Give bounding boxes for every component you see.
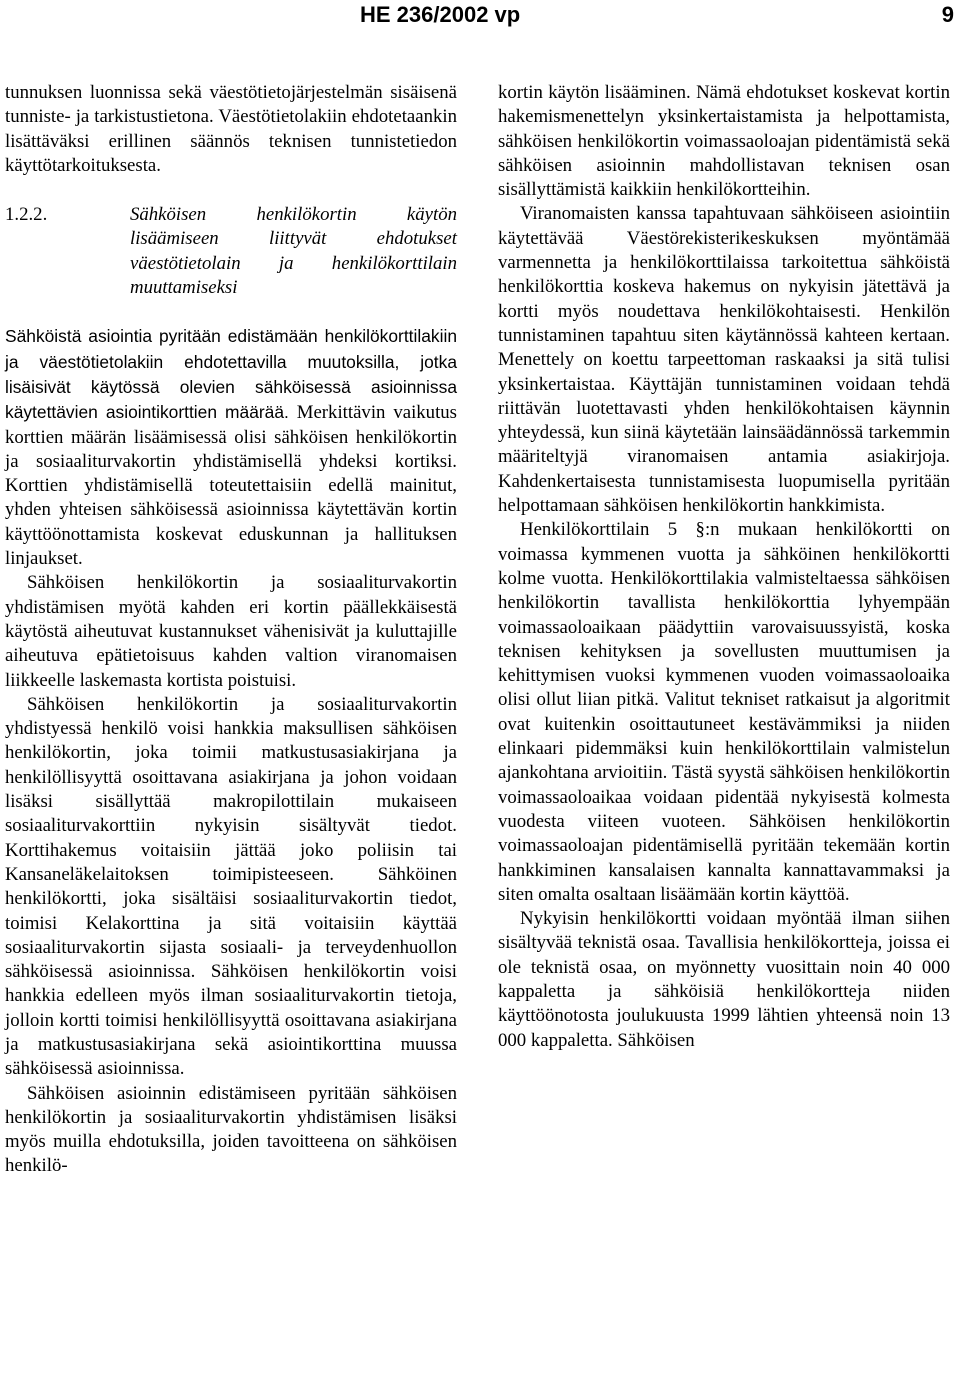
paragraph-5: Viranomaisten kanssa tapahtuvaan sähköiseen asiointiin käytettävää Väestörekisterikeskuksen myöntämää varmennetta ja henkilökorttilaissa tarkoitettua sähköistä henkilökorttia koskeva hakemus on nykyisin jätettävä ja kortti myös noudettava henkilökohtaisesti. Henkilön tunnistaminen tapahtuu siten käytännössä kahteen kertaan. Menettely on koettu tarpeettoman raskaaksi ja sitä tulisi yksinkertaistaa. Käyttäjän tunnistaminen voidaan tehdä riittävän luotettavasti yhden henkilökohtaisen käynnin yhteydessä, kun siinä käytetään lainsäädännössä tarkemmin määriteltyjä viranomaisen antamia asiakirjoja. Kahdenkertaisesta tunnistamisesta luopumisella pyritään helpottamaan sähköisen henkilökortin hankkimista. [498,203,950,517]
paragraph-1 [5,324,457,571]
section-heading [5,203,457,300]
paragraph-7: Nykyisin henkilökortti voidaan myöntää ilman siihen sisältyvää teknistä osaa. Tavallisia henkilökortteja, joissa ei ole teknistä osaa, on myönnetty vuosittain noin 40 000 kappaletta ja sähköisiä henkilökortteja niiden käyttöönotosta joulukuusta 1999 lähtien yhteensä noin 13 000 kappaletta. Sähköisen [498,908,950,1051]
paragraph-1-sans-part: Sähköistä asiointia pyritään edistämään henkilökorttilakiin ja väestötietolakiin ehdotettavilla muutoksilla, jotka lisäisivät käytössä olevien sähköisessä asioinnissa käytettävien asiointikorttien määrää. [5,326,457,423]
section-title: Sähköisen henkilökortin käytön lisäämiseen liittyvät ehdotukset väestötietolain ja henkilökorttilain muuttamiseksi [130,204,457,299]
intro-paragraph: tunnuksen luonnissa sekä väestötietojärjestelmän sisäisenä tunniste- ja tarkistustietona. Väestötietolakiin ehdotetaankin lisättäväksi erillinen säännös teknisen tunnistetiedon käyttötarkoituksesta. [5,82,457,176]
paragraph-2: Sähköisen henkilökortin ja sosiaaliturvakortin yhdistämisen myötä kahden eri kortin päällekkäisestä käytöstä aiheutuvat kustannukset vähenisivät ja kuluttajille aiheutuva epätietoisuus kahden valtion viranomaisen liikkeelle laskemasta kortista poistuisi. [5,572,457,691]
paragraph-continued: kortin käytön lisääminen. Nämä ehdotukset koskevat kortin hakemismenettelyn yksinkertaistamista ja helpottamista, sähköisen henkilökortin voimassaoloajan pidentämistä sekä sähköisen asioinnin mahdollistavan teknisen osan sisällyttämistä kaikkiin henkilökortteihin. [498,82,950,201]
section-number: 1.2.2. [5,204,48,226]
paragraph-1-serif-part: Merkittävin vaikutus korttien määrän lisäämisessä olisi sähköisen henkilökortin ja sosiaaliturvakortin yhdistämisellä yhdeksi kortiksi. Korttien yhdistämisellä toteutettaisiin edellä mainitut, yhden yhteisen sähköisessä asioinnissa käytettävän kortin käyttöönottamista koskevat eduskunnan ja hallituksen linjaukset. [5,402,457,570]
paragraph-4: Sähköisen asioinnin edistämiseen pyritään sähköisen henkilökortin ja sosiaaliturvakortin yhdistämisen lisäksi myös muilla ehdotuksilla, joiden tavoitteena on sähköisen henkilö- [5,1082,457,1177]
page-number: 9 [941,2,954,27]
paragraph-3: Sähköisen henkilökortin ja sosiaaliturvakortin yhdistyessä henkilö voisi hankkia maksullisen sähköisen henkilökortin, joka toimii matkustusasiakirjana ja henkilöllisyyttä osoittavana asiakirjana ja johon voidaan lisäksi sisällyttää makropilottilain mukaiseen sosiaaliturvakorttiin nykyisin sisältyvät tiedot. Korttihakemus voitaisiin jättää joko poliisin tai Kansaneläkelaitoksen toimipisteeseen. Sähköinen henkilökortti, joka sisältäisi sosiaaliturvakortin tiedot, toimisi Kelakorttina ja sitä voitaisiin käyttää sosiaaliturvakortin sijasta sosiaali- ja terveydenhuollon sähköisessä asioinnissa. Sähköisen henkilökortin voisi hankkia edelleen myös ilman sosiaaliturvakortin tietoja, jolloin kortti toimisi henkilöllisyyttä osoittavana asiakirjana ja matkustusasiakirjana sekä asiointikorttina muussa sähköisessä asioinnissa. [5,693,457,1080]
right-column [498,81,950,1053]
left-column [5,81,457,1179]
document-title: HE 236/2002 vp [360,2,521,27]
paragraph-6: Henkilökorttilain 5 §:n mukaan henkilökortti on voimassa kymmenen vuotta ja sähköinen henkilökortti kolme vuotta. Henkilökorttilakia valmisteltaessa sähköisen henkilökortin tavallista henkilökorttia lyhyempään voimassaoloaikaan päädyttiin varovaisuussyistä, koska teknisen kehityksen ja sovellusten muuttumisen ja kehittymisen vuoksi kymmenen vuoden voimassaoloaika olisi ollut liian pitkä. Valitut tekniset ratkaisut ja algoritmit ovat kuitenkin osoittautuneet kestävämmiksi ja niiden elinkaari pidemmäksi kuin henkilökorttilain valmistelun ajankohtana arvioitiin. Tästä syystä sähköisen henkilökortin voimassaoloaikaa voidaan pidentää nykyisestä kolmesta vuodesta viiteen vuoteen. Sähköisen henkilökortin voimassaoloajan pidentämisellä pyritään tekemään kortin hankkiminen kansalaisen kannalta kannattavammaksi ja siten omalta osaltaan lisäämään kortin käyttöä. [498,519,950,905]
